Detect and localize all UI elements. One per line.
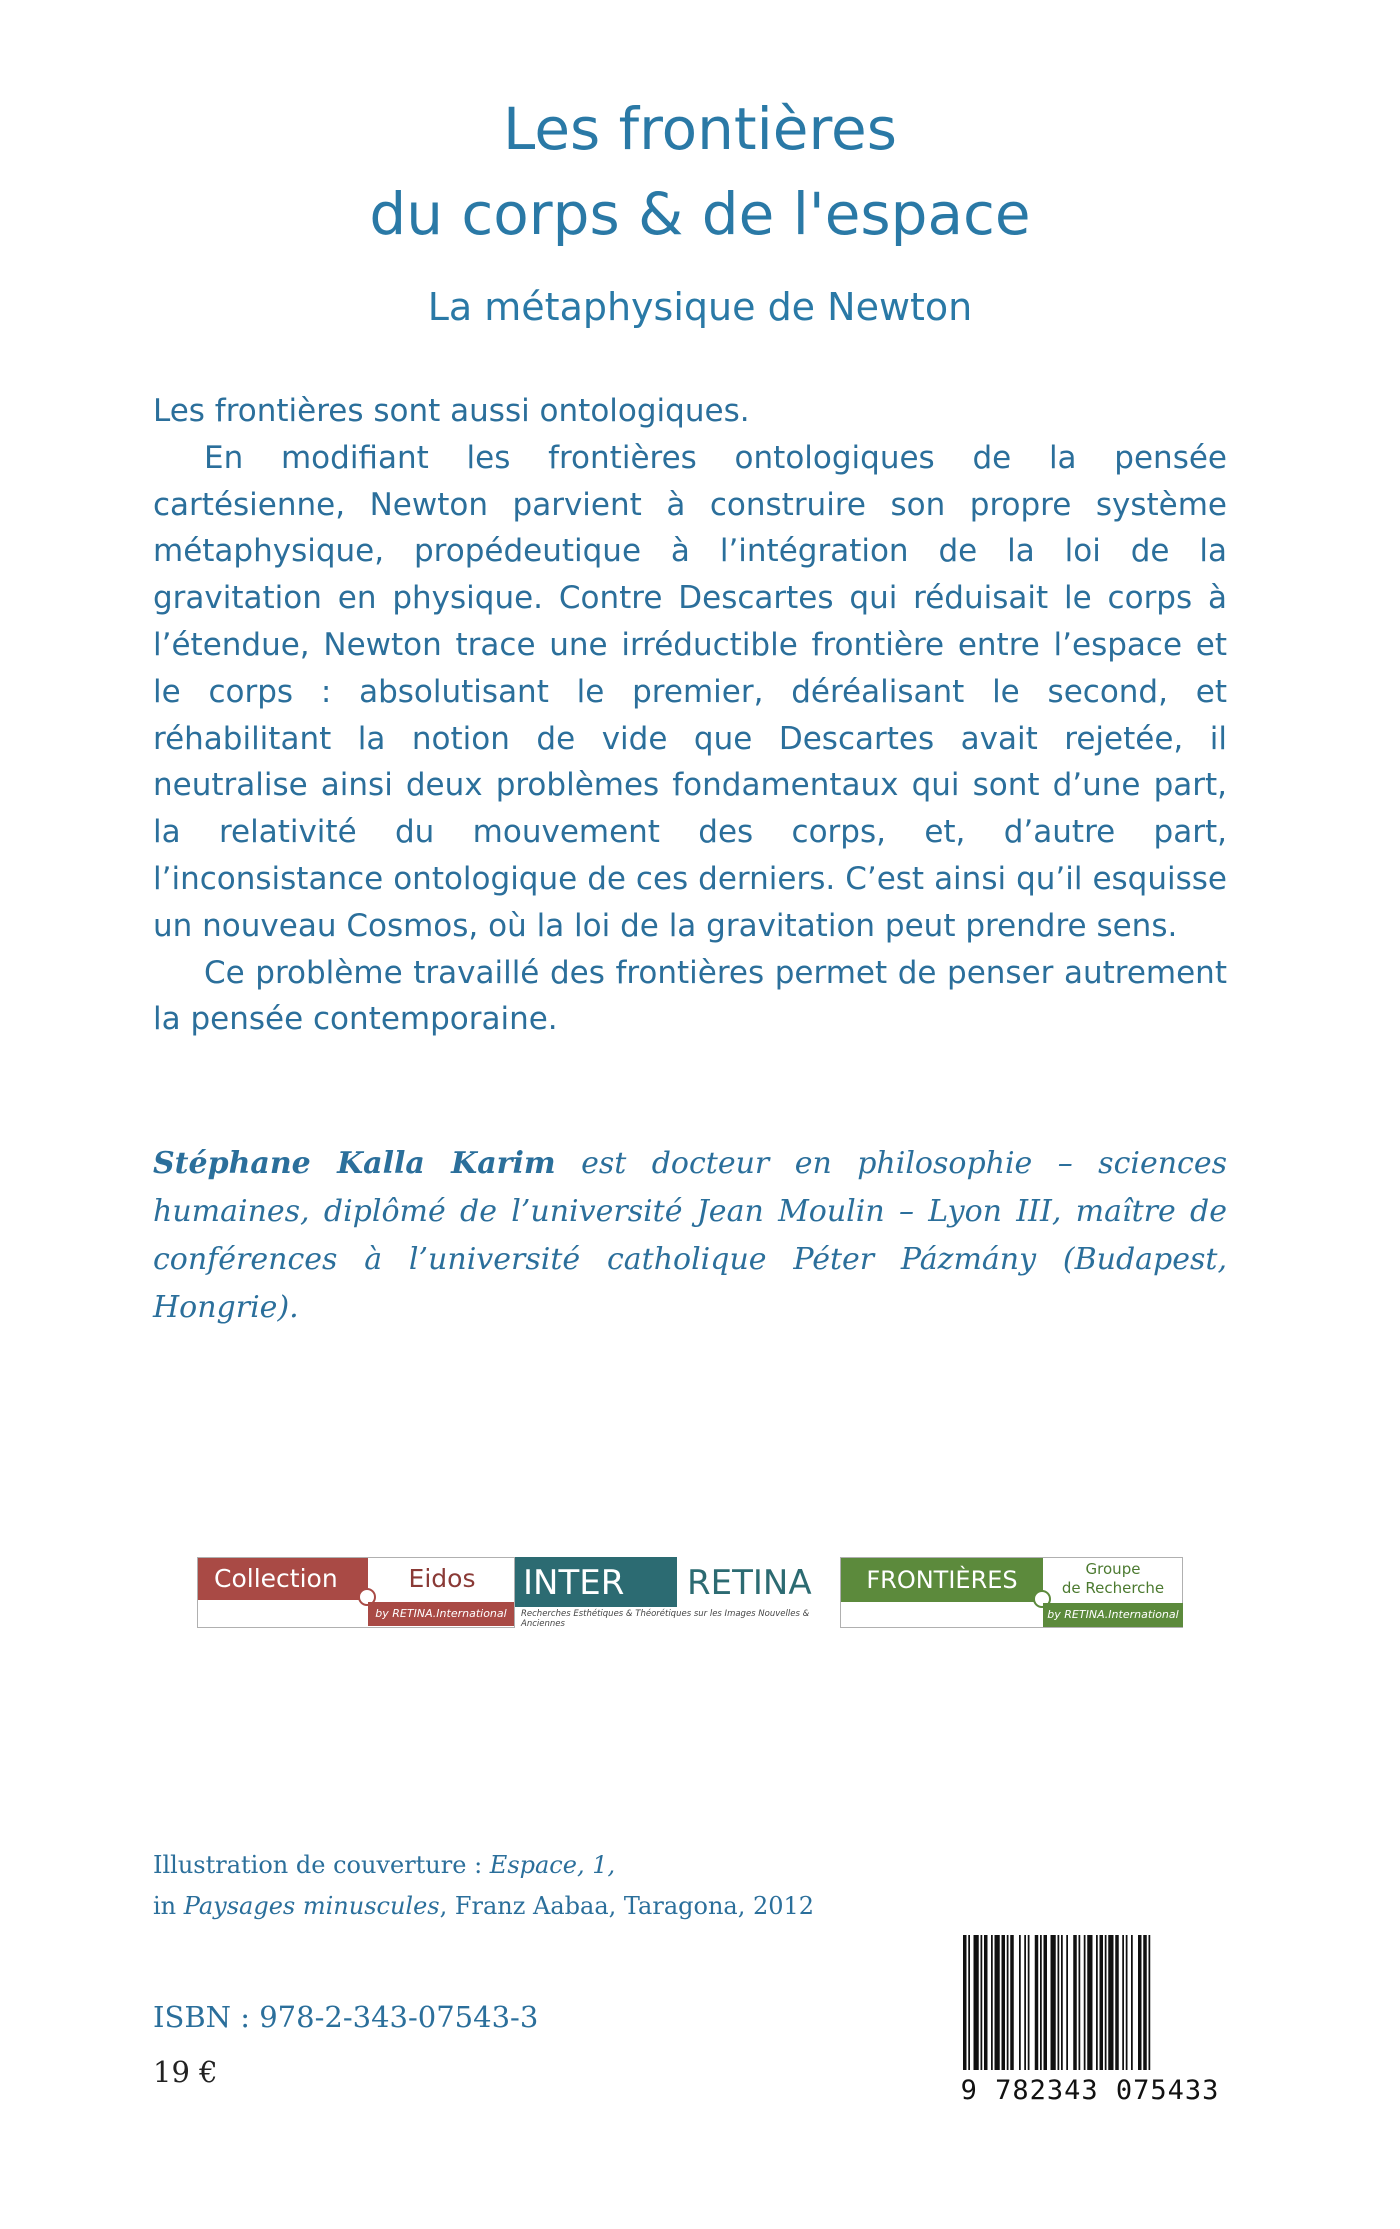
retina-word: RETINA [687, 1563, 812, 1603]
isbn: ISBN : 978-2-343-07543-3 [153, 2000, 539, 2034]
title-line-1: Les frontières [503, 95, 897, 163]
subtitle: La métaphysique de Newton [427, 285, 973, 329]
barcode [959, 1935, 1221, 2110]
frontieres-logo [840, 1557, 1183, 1628]
summary-paragraph-2: En modifiant les frontières ontologiques de la pensée cartésienne, Newton parvient à construire son propre système métaphysique, propédeutique à l’intégration de la loi de la gravitation en physique. Contre Descartes qui réduisait le corps à l’étendue, Newton trace une irréductible frontière entre l’espace et le corps : absolutisant le premier, déréalisant le second, et réhabilitant la notion de vide que Descartes avait rejetée, il neutralise ainsi deux problèmes fondamentaux qui sont d’une part, la relativité du mouvement des corps, et, d’autre part, l’inconsistance ontologique de ces derniers. C’est ainsi qu’il esquisse un nouveau Cosmos, où la loi de la gravitation peut prendre sens. [153, 439, 1227, 944]
author-bio-text: est docteur en philosophie – sciences humaines, diplômé de l’université Jean Moulin – Lyon III, maître de conférences à l’université catholique Péter Pázmány (Budapest, Hongrie). [153, 1146, 1228, 1325]
barcode-digits: 9 782343 075433 [960, 2075, 1220, 2106]
inter-retina-tagline: Recherches Esthétiques & Théorétiques sur les Images Nouvelles & Anciennes [521, 1609, 810, 1629]
cover-illustration-credit: Illustration de couverture : Espace, 1, in Paysages minuscules, Franz Aabaa, Taragona, 2012 [153, 1851, 815, 1920]
publisher-logos [197, 1557, 1197, 1628]
summary-text [153, 388, 1227, 1043]
barcode-bars [959, 1935, 1221, 2075]
collection-by: by RETINA.International [368, 1602, 514, 1626]
inter-retina-logo [515, 1557, 840, 1628]
frontieres-by: by RETINA.International [1043, 1603, 1183, 1627]
summary-paragraph-3: Ce problème travaillé des frontières permet de penser autrement la pensée contemporaine. [153, 954, 1227, 1038]
author-bio [153, 1140, 1227, 1332]
title-line-2: du corps & de l'espace [369, 180, 1031, 248]
collection-name: Eidos [408, 1564, 476, 1593]
frontieres-label: FRONTIÈRES [841, 1558, 1043, 1602]
collection-label: Collection [198, 1558, 368, 1600]
price: 19 € [153, 2055, 218, 2089]
author-name: Stéphane Kalla Karim [153, 1146, 556, 1181]
inter-word: INTER [523, 1563, 625, 1603]
group-label: Groupe de Recherche [1061, 1560, 1165, 1597]
summary-paragraph-1: Les frontières sont aussi ontologiques. [153, 393, 750, 429]
collection-eidos-logo [197, 1557, 515, 1628]
